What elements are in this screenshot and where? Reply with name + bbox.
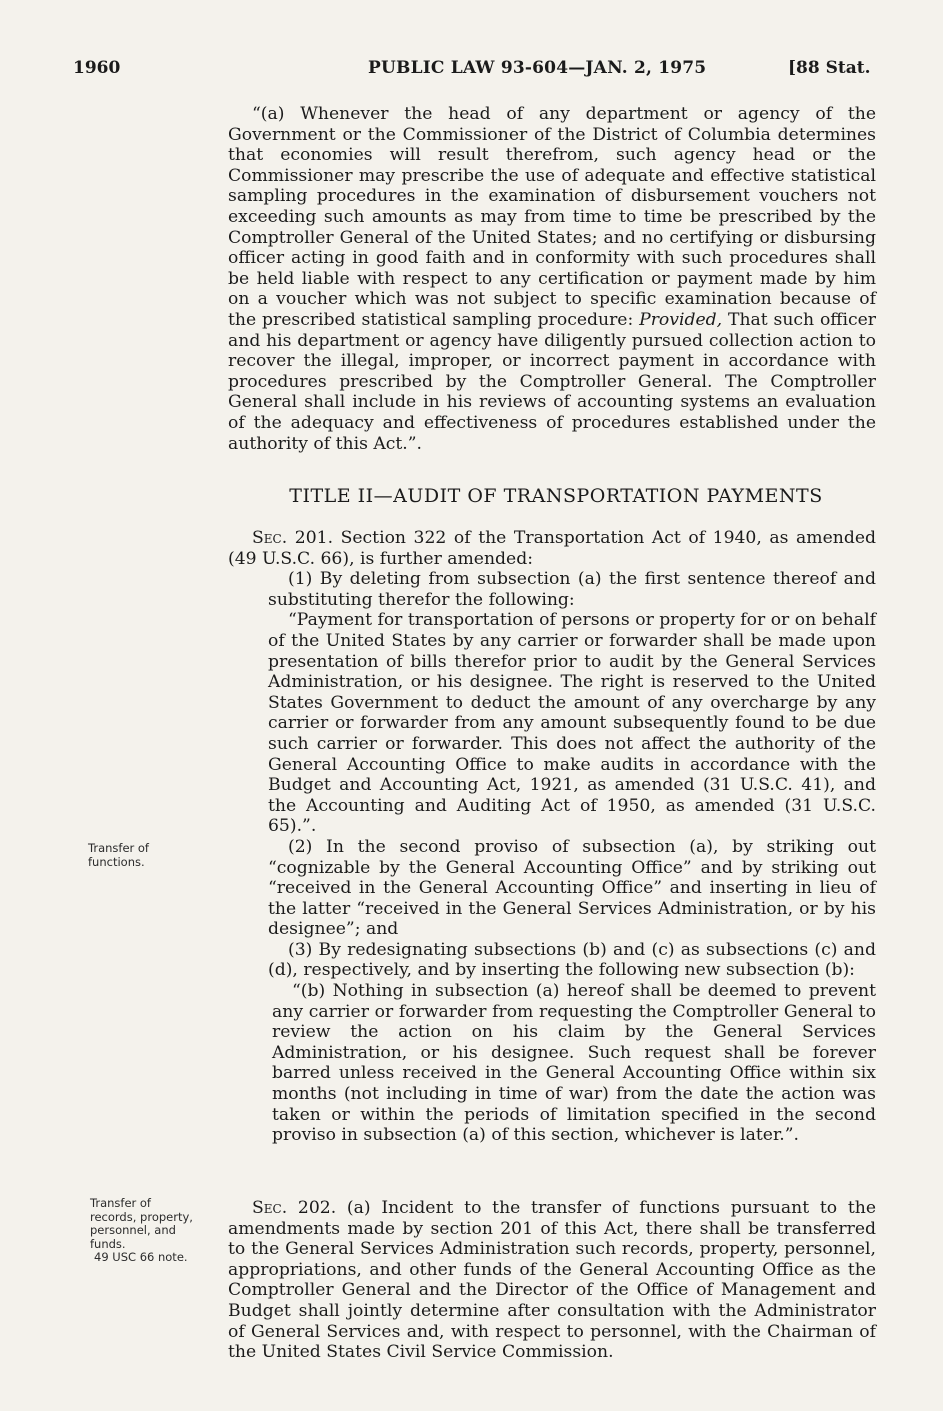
section-201-text: 201. Section 322 of the Transportation Act of 1940, as amended (49 U.S.C. 66), is further amended: <box>228 528 876 569</box>
section-202 <box>228 1198 876 1363</box>
margin-note-line: personnel, and <box>90 1223 176 1237</box>
title-ii-heading: TITLE II—AUDIT OF TRANSPORTATION PAYMENTS <box>289 485 823 507</box>
section-202-text: 202. (a) Incident to the transfer of functions pursuant to the amendments made by section 201 of this Act, there shall be transferred to the General Services Administration such records, property, personnel, appropriations, and other funds of the General Accounting Office as the Comptroller General and the Director of the Office of Management and Budget shall jointly determine after consultation with the Administrator of General Services and, with respect to personnel, with the Chairman of the United States Civil Service Commission. <box>228 1198 876 1363</box>
section-201-label: Sec. <box>252 528 288 548</box>
paragraph-a-rest: That such officer and his department or agency have diligently pursued collection action to recover the illegal, improper, or incorrect payment in accordance with procedures prescribed by the Comptroller General. The Comptroller General shall include in his reviews of accounting systems an evaluation of the adequacy and effectiveness of procedures established under the authority of this Act.”. <box>228 309 877 454</box>
section-201-quote-3: “(b) Nothing in subsection (a) hereof shall be deemed to prevent any carrier or forwarder from requesting the Comptroller General to review the action on his claim by the General Services Administration, or his designee. Such request shall be forever barred unless received in the General Accounting Office within six months (not including in time of war) from the date the action was taken or within the periods of limitation specified in the second proviso in subsection (a) of this section, whichever is later.”. <box>272 981 876 1146</box>
margin-note-line: functions. <box>88 854 145 869</box>
statute-reference: [88 Stat. <box>788 58 871 78</box>
margin-note-transfer-of-records <box>90 1197 193 1265</box>
section-202-label: Sec. <box>252 1198 288 1218</box>
page-header <box>0 58 943 88</box>
running-title: PUBLIC LAW 93-604—JAN. 2, 1975 <box>368 58 707 78</box>
margin-note-line: Transfer of <box>90 1196 151 1210</box>
paragraph-a <box>228 104 876 454</box>
paragraph-a-lead: “(a) Whenever the head of any department or agency of the Government or the Commissioner of the District of Columbia determines that economies will result therefrom, such agency head or the Commissioner may prescribe the use of adequate and effective statistical sampling procedures in the examination of disbursement vouchers not exceeding such amounts as may from time to time be prescribed by the Comptroller General of the United States; and no certifying or disbursing officer acting in good faith and in conformity with such procedures shall be held liable with respect to any certification or payment made by him on a voucher which was not subject to specific examination because of the prescribed statistical sampling procedure: <box>228 104 876 330</box>
section-201-item-3: (3) By redesignating subsections (b) and (c) as subsections (c) and (d), respectively, and by inserting the following new subsection (b): <box>268 939 876 981</box>
section-201-quote-1: “Payment for transportation of persons or property for or on behalf of the United States by any carrier or forwarder shall be made upon presentation of bills therefor prior to audit by the General Services Administration, or his designee. The right is reserved to the United States Government to deduct the amount of any overcharge by any carrier or forwarder from any amount subsequently found to be due such carrier or forwarder. This does not affect the authority of the General Accounting Office to make audits in accordance with the Budget and Accounting Act, 1921, as amended (31 U.S.C. 41), and the Accounting and Auditing Act of 1950, as amended (31 U.S.C. 65).”. <box>268 610 876 837</box>
margin-note-line: records, property, <box>90 1209 193 1224</box>
margin-note-line: funds. <box>90 1236 126 1251</box>
section-201-item-2: (2) In the second proviso of subsection (a), by striking out “cognizable by the General Accounting Office” and by striking out “received in the General Accounting Office” and inserting in lieu of the latter “received in the General Services Administration, or by his designee”; and <box>268 836 876 940</box>
section-201 <box>228 528 876 1146</box>
margin-note-usc: 49 USC 66 note. <box>94 1250 188 1264</box>
section-201-item-1: (1) By deleting from subsection (a) the first sentence thereof and substituting therefor the following: <box>268 569 876 610</box>
page-number: 1960 <box>73 58 121 78</box>
proviso-word: Provided, <box>639 309 723 330</box>
section-201-intro <box>228 528 876 569</box>
margin-note-line: Transfer of <box>88 841 149 855</box>
margin-note-transfer-of-functions <box>88 842 149 869</box>
